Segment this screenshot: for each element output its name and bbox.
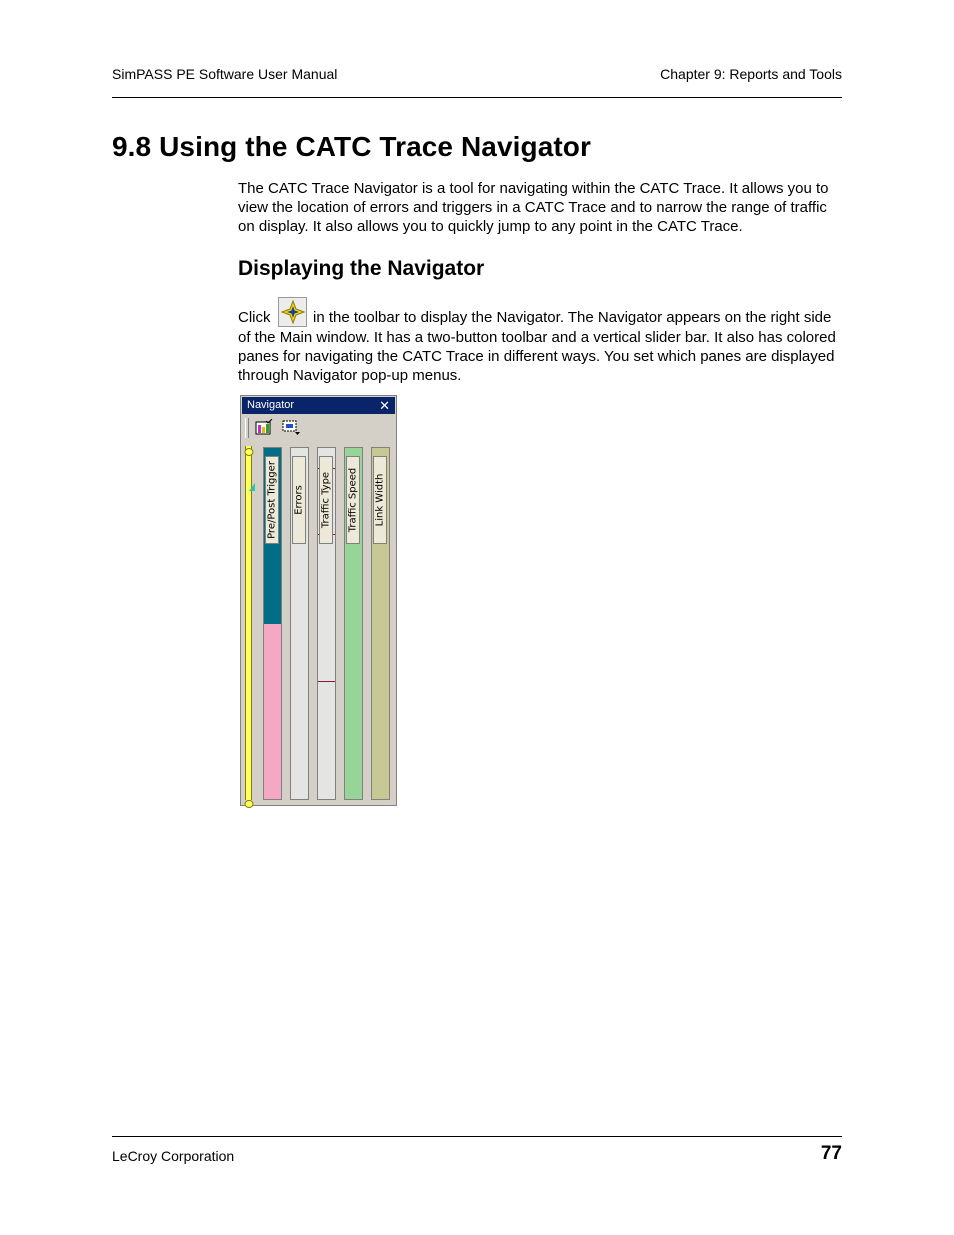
- pane-errors[interactable]: [290, 447, 309, 800]
- header-manual-title: SimPASS PE Software User Manual: [112, 66, 338, 82]
- header-chapter: Chapter 9: Reports and Tools: [660, 66, 842, 82]
- traffic-marker: [318, 681, 335, 682]
- bottom-slider-handle[interactable]: [244, 795, 254, 803]
- header-rule: [112, 97, 842, 98]
- pane-label[interactable]: Traffic Speed: [346, 456, 360, 544]
- pane-label[interactable]: Errors: [292, 456, 306, 544]
- section-title: 9.8 Using the CATC Trace Navigator: [112, 131, 592, 162]
- expand-range-icon[interactable]: [281, 419, 301, 437]
- instruction-line-1: in the toolbar to display the Navigator. The Navigator appears on the right side: [313, 309, 832, 326]
- navigator-title-bar: [242, 397, 395, 414]
- subsection-title: Displaying the Navigator: [238, 257, 485, 280]
- navigator-icon: [278, 297, 307, 327]
- top-slider-handle[interactable]: [244, 443, 254, 451]
- trigger-marker-icon: [249, 478, 255, 496]
- pane-settings-icon[interactable]: [254, 419, 274, 437]
- click-word: Click: [238, 309, 271, 326]
- pane-label[interactable]: Pre/Post Trigger: [265, 456, 279, 544]
- page-number: 77: [820, 1143, 842, 1164]
- toolbar-grip[interactable]: [245, 418, 249, 438]
- pane-link-width[interactable]: [371, 447, 390, 800]
- pane-pre-post-trigger[interactable]: [263, 447, 282, 800]
- range-slider[interactable]: [245, 446, 252, 800]
- pane-label[interactable]: Link Width: [373, 456, 387, 544]
- navigator-window: [240, 395, 397, 806]
- footer-rule: [112, 1136, 842, 1137]
- footer-company: LeCroy Corporation: [112, 1148, 235, 1164]
- close-icon[interactable]: ✕: [379, 398, 390, 413]
- pane-label[interactable]: Traffic Type: [319, 456, 333, 544]
- instruction-paragraph: of the Main window. It has a two-button toolbar and a vertical slider bar. It also has colored panes for navigating the CATC Trace in different ways. You set which panes are displayed through Navigator pop-up menus.: [238, 329, 836, 384]
- pane-traffic-type[interactable]: [317, 447, 336, 800]
- navigator-title: Navigator: [247, 399, 295, 411]
- intro-paragraph: The CATC Trace Navigator is a tool for navigating within the CATC Trace. It allows you to view the location of errors and triggers in a CATC Trace and to narrow the range of traffic on display. It also allows you to quickly jump to any point in the CATC Trace.: [238, 180, 829, 235]
- pane-traffic-speed[interactable]: [344, 447, 363, 800]
